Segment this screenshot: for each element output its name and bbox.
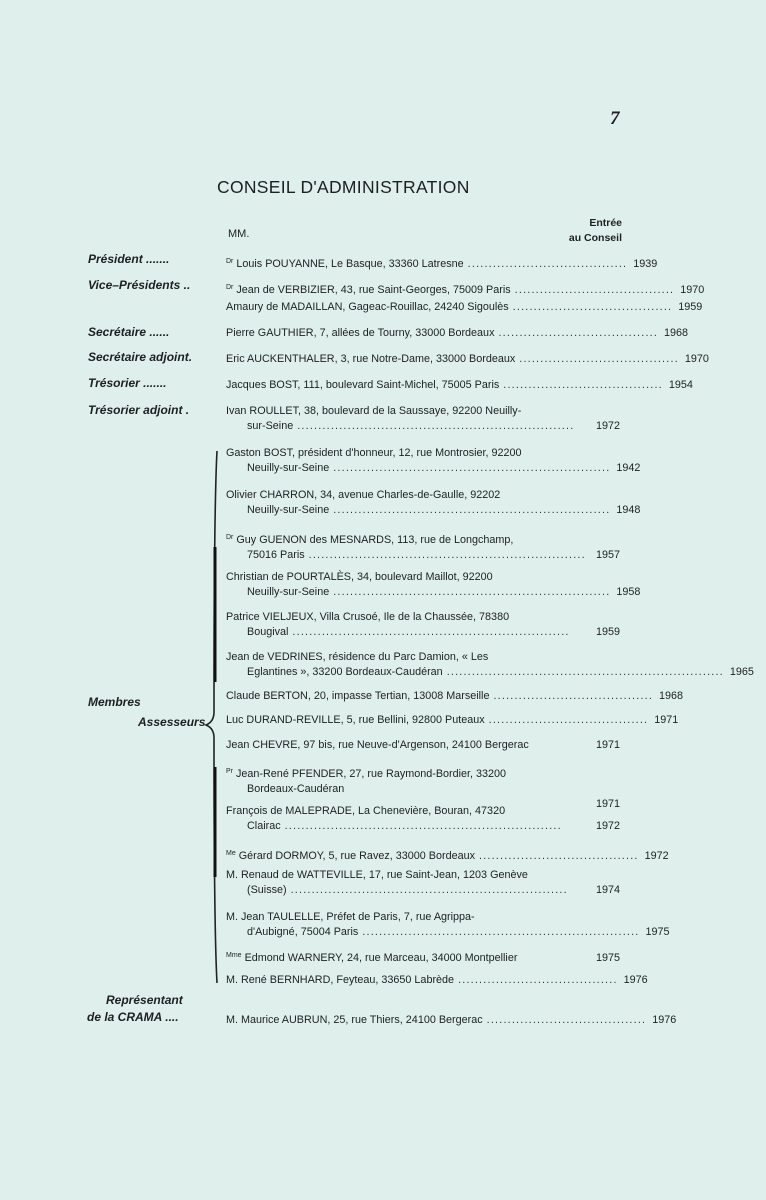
leader-dots: ...................................... — [493, 690, 654, 702]
list-item — [226, 610, 620, 640]
list-item — [226, 488, 641, 518]
entry-name-address: Gaston BOST, président d'honneur, 12, rue Montrosier, 92200 — [226, 447, 522, 459]
role-vice-presidents: Vice–Présidents .. — [88, 278, 191, 292]
leader-dots: ...................................... — [486, 1014, 647, 1026]
entry-name-address: Eric AUCKENTHALER, 3, rue Notre-Dame, 33000 Bordeaux — [226, 353, 516, 365]
list-item — [226, 570, 641, 600]
leader-dots: .................................................................. — [333, 586, 611, 598]
leader-dots: ...................................... — [512, 301, 673, 313]
leader-dots: ...................................... — [514, 284, 675, 296]
entry-name-address: Pierre GAUTHIER, 7, allées de Tourny, 33000 Bordeaux — [226, 327, 495, 339]
entry-name-address: M. René BERNHARD, Feyteau, 33650 Labrède — [226, 974, 455, 986]
entry-continuation: (Suisse) — [247, 884, 287, 896]
entry-name-address: M. Maurice AUBRUN, 25, rue Thiers, 24100 Bergerac — [226, 1014, 483, 1026]
entry-continuation: Eglantines », 33200 Bordeaux-Caudéran — [247, 666, 443, 678]
entry-name-address: Patrice VIELJEUX, Villa Crusoé, Ile de la Chaussée, 78380 — [226, 611, 510, 623]
role-representant: Représentant — [106, 993, 183, 1007]
column-header-entree — [530, 216, 622, 246]
entry-year: 1970 — [680, 284, 705, 296]
leader-dots: ...................................... — [519, 353, 679, 365]
entry-year: 1971 — [654, 714, 679, 726]
role-tresorier-adjoint: Trésorier adjoint . — [88, 403, 190, 417]
au-conseil-label: au Conseil — [568, 232, 622, 244]
entry-prefix: Dr — [226, 258, 234, 265]
entry-prefix: Dr — [226, 534, 234, 541]
leader-dots: .................................................................. — [290, 884, 568, 896]
entry-name-address: Edmond WARNERY, 24, rue Marceau, 34000 Montpellier — [244, 952, 518, 964]
leader-dots: .................................................................. — [362, 926, 640, 938]
leader-dots: .................................................................. — [297, 420, 575, 432]
entry-year: 1954 — [668, 379, 693, 391]
entry-continuation: 75016 Paris — [247, 549, 305, 561]
leader-dots: .................................................................. — [446, 666, 724, 678]
column-header-mm: MM. — [228, 228, 250, 240]
role-tresorier: Trésorier ....... — [88, 376, 167, 390]
leader-dots: ...................................... — [503, 379, 663, 391]
entry-year: 1948 — [616, 504, 641, 516]
list-item — [226, 254, 658, 272]
entry-year: 1959 — [678, 301, 703, 313]
entry-year: 1974 — [595, 884, 620, 896]
list-item — [226, 973, 648, 988]
list-item — [226, 846, 669, 864]
entry-name-address: Jean de VERBIZIER, 43, rue Saint-Georges, 75009 Paris — [236, 284, 511, 296]
entry-year: 1959 — [595, 626, 620, 638]
entry-continuation: Neuilly-sur-Seine — [247, 462, 330, 474]
entry-name-address: M. Jean TAULELLE, Préfet de Paris, 7, rue Agrippa- — [226, 911, 475, 923]
entry-name-address: Jacques BOST, 111, boulevard Saint-Michel, 75005 Paris — [226, 379, 500, 391]
entry-prefix: Mme — [226, 952, 242, 959]
role-secretaire: Secrétaire ...... — [88, 325, 170, 339]
list-item — [226, 404, 620, 434]
list-item — [226, 713, 679, 728]
entry-year: 1971 — [595, 739, 620, 751]
entry-year: 1975 — [595, 952, 620, 964]
list-item — [226, 446, 641, 476]
entry-year: 1972 — [595, 820, 620, 832]
list-item — [226, 326, 689, 341]
list-item — [226, 738, 620, 753]
entry-year: 1957 — [595, 549, 620, 561]
entry-continuation: Clairac — [247, 820, 281, 832]
list-item — [226, 948, 620, 966]
leader-dots: .................................................................. — [333, 462, 611, 474]
entry-name-address: Claude BERTON, 20, impasse Tertian, 13008 Marseille — [226, 690, 490, 702]
entry-year: 1972 — [644, 850, 669, 862]
entry-year: 1968 — [659, 690, 684, 702]
list-item — [226, 689, 684, 704]
entry-continuation: d'Aubigné, 75004 Paris — [247, 926, 359, 938]
leader-dots: ...................................... — [498, 327, 659, 339]
entry-year: 1975 — [645, 926, 670, 938]
leader-dots: ...................................... — [467, 258, 628, 270]
entry-name-address: Guy GUENON des MESNARDS, 113, rue de Longchamp, — [236, 534, 514, 546]
leader-dots: .................................................................. — [292, 626, 570, 638]
entry-name-address: Louis POUYANNE, Le Basque, 33360 Latresne — [236, 258, 464, 270]
leader-dots: .................................................................. — [333, 504, 611, 516]
entry-year: 1958 — [616, 586, 641, 598]
entry-name-address: Ivan ROULLET, 38, boulevard de la Saussaye, 92200 Neuilly- — [226, 405, 522, 417]
page-title: CONSEIL D'ADMINISTRATION — [217, 177, 470, 197]
entry-prefix: Dr — [226, 284, 234, 291]
entry-prefix: Pr — [226, 768, 233, 775]
entree-label: Entrée — [589, 217, 622, 229]
leader-dots: .................................................................. — [284, 820, 562, 832]
leader-dots: ...................................... — [488, 714, 649, 726]
entry-continuation: sur-Seine — [247, 420, 294, 432]
entry-year: 1972 — [595, 420, 620, 432]
entry-year: 1939 — [633, 258, 658, 270]
entry-name-address: Christian de POURTALÈS, 34, boulevard Maillot, 92200 — [226, 571, 493, 583]
page-number: 7 — [610, 108, 620, 129]
entry-name-address: M. Renaud de WATTEVILLE, 17, rue Saint-Jean, 1203 Genève — [226, 869, 528, 881]
entry-continuation: Neuilly-sur-Seine — [247, 586, 330, 598]
role-secretaire-adjoint: Secrétaire adjoint. — [88, 350, 193, 364]
entry-name-address: Jean de VEDRINES, résidence du Parc Damion, « Les — [226, 651, 489, 663]
entry-name-address: Olivier CHARRON, 34, avenue Charles-de-Gaulle, 92202 — [226, 489, 501, 501]
entry-name-address: Gérard DORMOY, 5, rue Ravez, 33000 Bordeaux — [238, 850, 475, 862]
leader-dots: ...................................... — [479, 850, 639, 862]
entry-year: 1968 — [664, 327, 689, 339]
entry-year: 1970 — [684, 353, 709, 365]
entry-continuation: Bordeaux-Caudéran — [247, 783, 345, 795]
leader-dots: ...................................... — [458, 974, 618, 986]
list-item — [226, 300, 703, 315]
role-president: Président ....... — [88, 252, 170, 266]
list-item — [226, 1013, 677, 1028]
entry-continuation: Bougival — [247, 626, 289, 638]
list-item — [226, 804, 620, 834]
entry-prefix: Me — [226, 850, 236, 857]
role-membres: Membres — [88, 695, 141, 709]
list-item — [226, 378, 693, 393]
entry-name-address: Jean-René PFENDER, 27, rue Raymond-Bordier, 33200 — [236, 768, 507, 780]
entry-year: 1965 — [729, 666, 754, 678]
role-assesseurs: Assesseurs — [138, 715, 206, 729]
entry-year: 1976 — [623, 974, 648, 986]
role-de-la-crama: de la CRAMA .... — [87, 1010, 179, 1024]
entry-continuation: Neuilly-sur-Seine — [247, 504, 330, 516]
entry-name-address: Amaury de MADAILLAN, Gageac-Rouillac, 24240 Sigoulès — [226, 301, 509, 313]
leader-dots: .................................................................. — [308, 549, 586, 561]
list-item — [226, 650, 754, 680]
list-item — [226, 910, 670, 940]
entry-name-address: François de MALEPRADE, La Chenevière, Bouran, 47320 — [226, 805, 506, 817]
list-item — [226, 868, 620, 898]
members-brace — [203, 447, 223, 987]
entry-name-address: Luc DURAND-REVILLE, 5, rue Bellini, 92800 Puteaux — [226, 714, 485, 726]
entry-name-address: Jean CHEVRE, 97 bis, rue Neuve-d'Argenson, 24100 Bergerac — [226, 739, 529, 751]
list-item — [226, 352, 709, 367]
entry-year: 1971 — [595, 798, 620, 810]
entry-year: 1942 — [616, 462, 641, 474]
entry-year: 1976 — [652, 1014, 677, 1026]
list-item — [226, 530, 620, 563]
list-item — [226, 280, 705, 298]
